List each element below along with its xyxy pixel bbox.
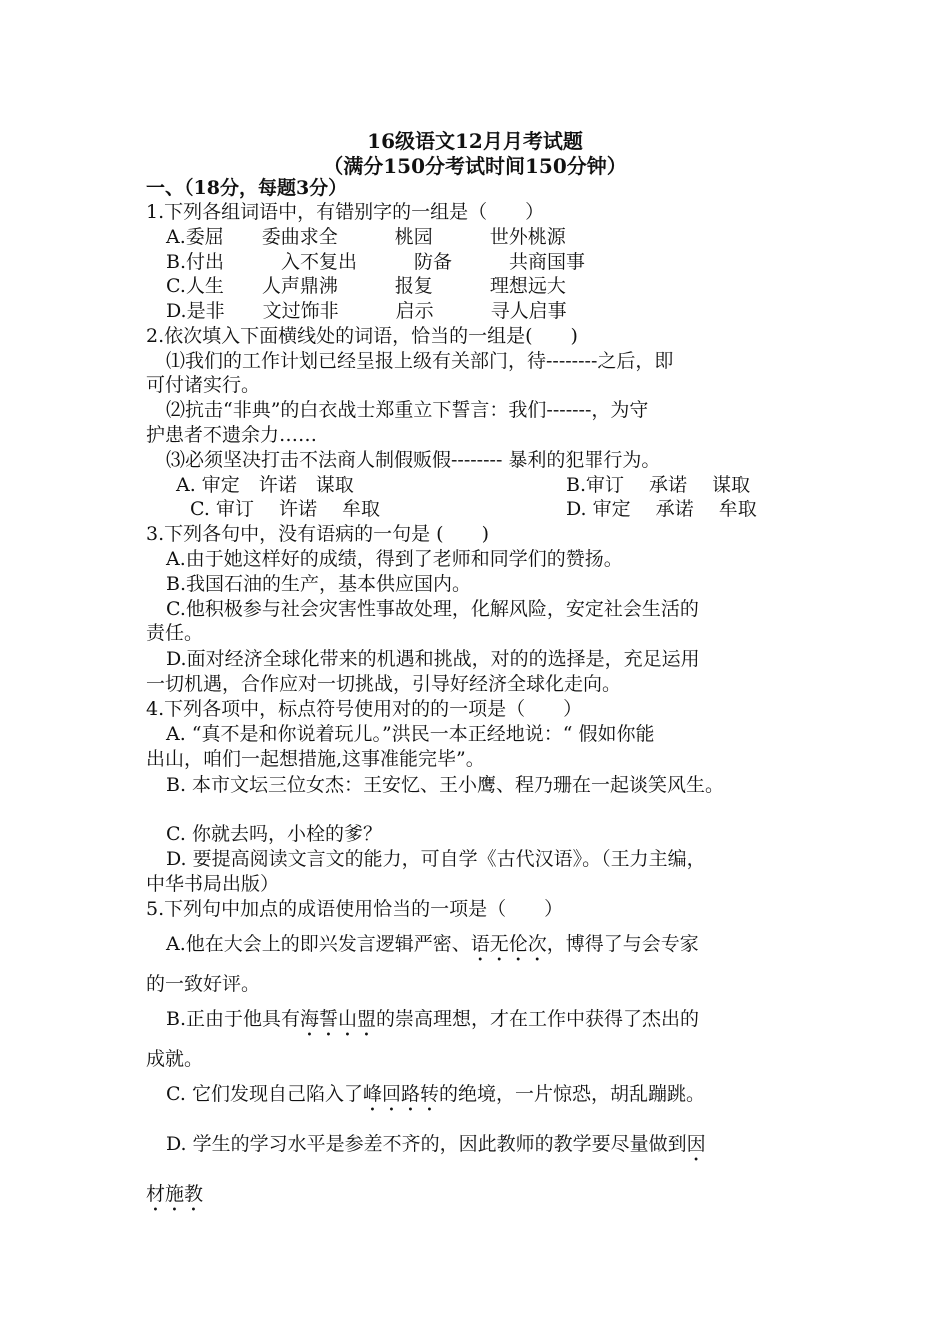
question-4-option-d: D. 要提高阅读文言文的能力，可自学《古代汉语》。（王力主编，: [166, 848, 706, 870]
question-2-option-b: B.审订 承诺 谋取: [566, 474, 751, 496]
question-2-sentence-1: ⑴我们的工作计划已经呈报上级有关部门，待--------之后，即: [166, 350, 674, 372]
question-5-option-a: [166, 932, 699, 966]
question-1-stem: 1.下列各组词语中，有错别字的一组是（ ）: [146, 201, 545, 223]
question-2-sentence-3: ⑶必须坚决打击不法商人制假贩假-------- 暴利的犯罪行为。: [166, 449, 661, 471]
question-4-option-a: A. “真不是和你说着玩儿。”洪民一本正经地说：“ 假如你能: [166, 723, 655, 745]
question-1-option-c: C.人生 人声鼎沸 报复 理想远大: [166, 275, 566, 297]
question-4-option-c: C. 你就去吗，小栓的爹？: [166, 823, 382, 845]
question-4-option-b: B. 本市文坛三位女杰：王安忆、王小鹰、程乃珊在一起谈笑风生。: [166, 774, 725, 796]
dotted-idiom-d-end: 材施教: [146, 1183, 204, 1205]
dotted-idiom-b: 海誓山盟: [300, 1008, 377, 1030]
question-5-option-d: [166, 1132, 706, 1166]
question-5-option-a-cont: 的一致好评。: [146, 973, 261, 995]
section-heading: 一、（18分，每题3分）: [146, 177, 348, 199]
option-a-text-before: A.他在大会上的即兴发言逻辑严密、: [166, 933, 471, 955]
question-5-stem: 5.下列句中加点的成语使用恰当的一项是（ ）: [146, 898, 564, 920]
question-2-stem: 2.依次填入下面横线处的词语，恰当的一组是( ): [146, 325, 578, 347]
question-5-option-b: [166, 1007, 699, 1041]
question-2-option-a: A. 审定 许诺 谋取: [176, 474, 354, 496]
question-4-option-d-cont: 中华书局出版）: [146, 873, 280, 895]
question-2-sentence-2: ⑵抗击“非典”的白衣战士郑重立下誓言：我们-------，为守: [166, 399, 649, 421]
option-b-text-before: B.正由于他具有: [166, 1008, 301, 1030]
question-2-option-d: D. 审定 承诺 牟取: [566, 498, 757, 520]
question-1-option-b: B.付出 入不复出 防备 共商国事: [166, 251, 586, 273]
question-5-option-c: [166, 1082, 705, 1116]
question-5-option-d-cont: [146, 1182, 203, 1216]
question-3-option-a: A.由于她这样好的成绩，得到了老师和同学们的赞扬。: [166, 548, 623, 570]
dotted-idiom-c: 峰回路转: [362, 1083, 439, 1105]
question-3-option-c-cont: 责任。: [146, 622, 204, 644]
dotted-idiom-d-start: 因: [686, 1133, 706, 1155]
question-2-sentence-1-cont: 可付诸实行。: [146, 374, 261, 396]
exam-title: 16级语文12月月考试题: [367, 129, 583, 153]
question-3-option-d-cont: 一切机遇，合作应对一切挑战，引导好经济全球化走向。: [146, 673, 622, 695]
exam-subtitle: （满分150分考试时间150分钟）: [323, 154, 627, 178]
option-d-text-before: D. 学生的学习水平是参差不齐的，因此教师的教学要尽量做到: [166, 1133, 687, 1155]
question-3-option-b: B.我国石油的生产，基本供应国内。: [166, 573, 472, 595]
option-a-text-after: ，博得了与会专家: [546, 933, 699, 955]
dotted-idiom-a: 语无伦次: [470, 933, 547, 955]
question-3-option-c: C.他积极参与社会灾害性事故处理，化解风险，安定社会生活的: [166, 598, 699, 620]
question-2-option-c: C. 审订 许诺 牟取: [190, 498, 381, 520]
question-4-option-a-cont: 出山，咱们一起想措施,这事准能完毕”。: [146, 748, 485, 770]
option-c-text-before: C. 它们发现自己陷入了: [166, 1083, 363, 1105]
question-5-option-b-cont: 成就。: [146, 1048, 204, 1070]
option-b-text-after: 的崇高理想，才在工作中获得了杰出的: [376, 1008, 700, 1030]
question-3-option-d: D.面对经济全球化带来的机遇和挑战，对的的选择是，充足运用: [166, 648, 700, 670]
question-1-option-a: A.委屈 委曲求全 桃园 世外桃源: [166, 226, 566, 248]
question-2-sentence-2-cont: 护患者不遗余力……: [146, 424, 318, 446]
question-4-stem: 4.下列各项中，标点符号使用对的的一项是（ ）: [146, 698, 583, 720]
question-3-stem: 3.下列各句中，没有语病的一句是 ( ): [146, 523, 489, 545]
question-1-option-d: D.是非 文过饰非 启示 寻人启事: [166, 300, 567, 322]
option-c-text-after: 的绝境，一片惊恐，胡乱蹦跳。: [438, 1083, 705, 1105]
